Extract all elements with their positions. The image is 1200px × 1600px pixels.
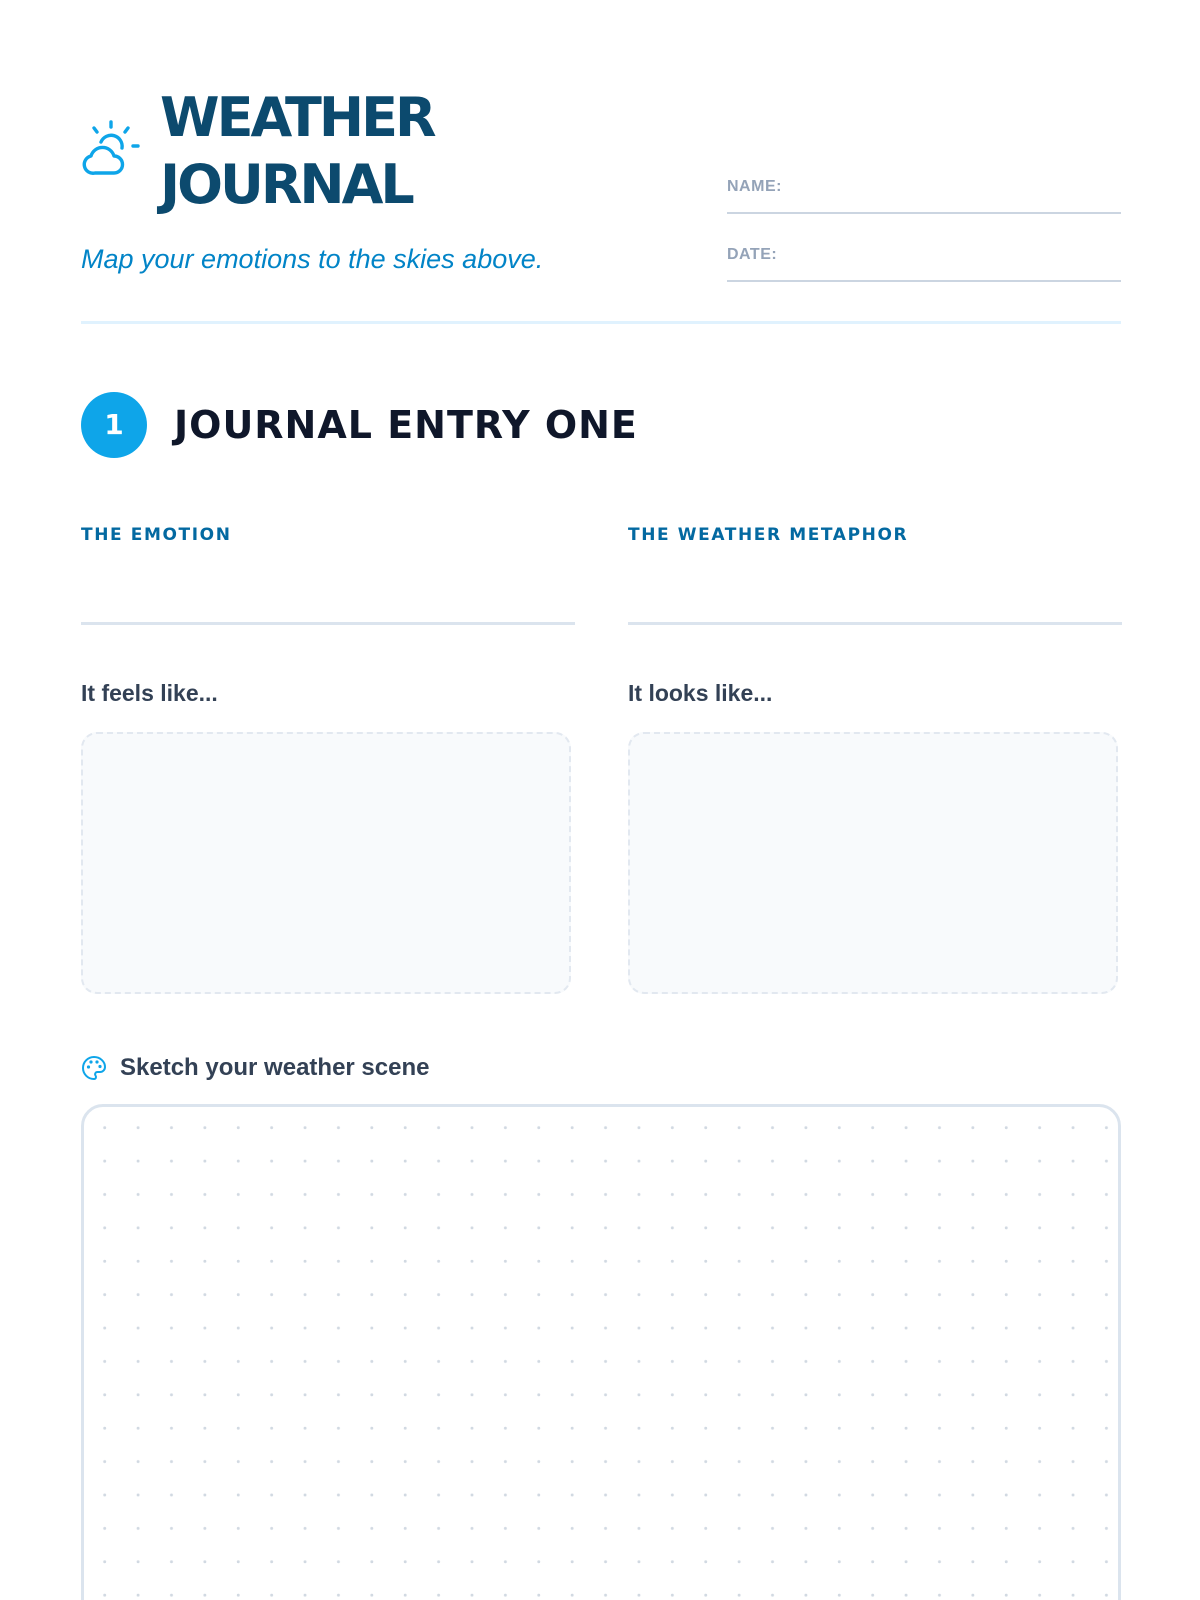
emotion-input[interactable]: [81, 568, 575, 625]
header-divider: [81, 321, 1121, 324]
entry-number-badge: 1: [81, 392, 147, 458]
feels-like-textarea[interactable]: [81, 732, 571, 994]
name-field: [727, 172, 1121, 214]
cloud-sun-icon: [81, 118, 141, 178]
sketch-canvas[interactable]: [81, 1104, 1121, 1600]
date-input[interactable]: [797, 242, 1121, 278]
emotion-label: THE EMOTION: [81, 525, 232, 545]
name-input[interactable]: [797, 174, 1121, 210]
weather-metaphor-input[interactable]: [628, 568, 1122, 625]
looks-like-label: It looks like...: [628, 680, 773, 706]
page-subtitle: Map your emotions to the skies above.: [81, 244, 544, 274]
date-label: DATE:: [727, 246, 778, 263]
sketch-label: Sketch your weather scene: [120, 1054, 430, 1081]
entry-title: JOURNAL ENTRY ONE: [174, 403, 638, 447]
title-line-2: JOURNAL: [160, 153, 412, 216]
looks-like-textarea[interactable]: [628, 732, 1118, 994]
palette-icon: [81, 1055, 107, 1081]
feels-like-label: It feels like...: [81, 680, 218, 706]
title-line-1: WEATHER: [160, 86, 434, 149]
name-label: NAME:: [727, 178, 782, 195]
page-title: [160, 84, 434, 218]
weather-metaphor-label: THE WEATHER METAPHOR: [628, 525, 909, 545]
date-field: [727, 240, 1121, 282]
